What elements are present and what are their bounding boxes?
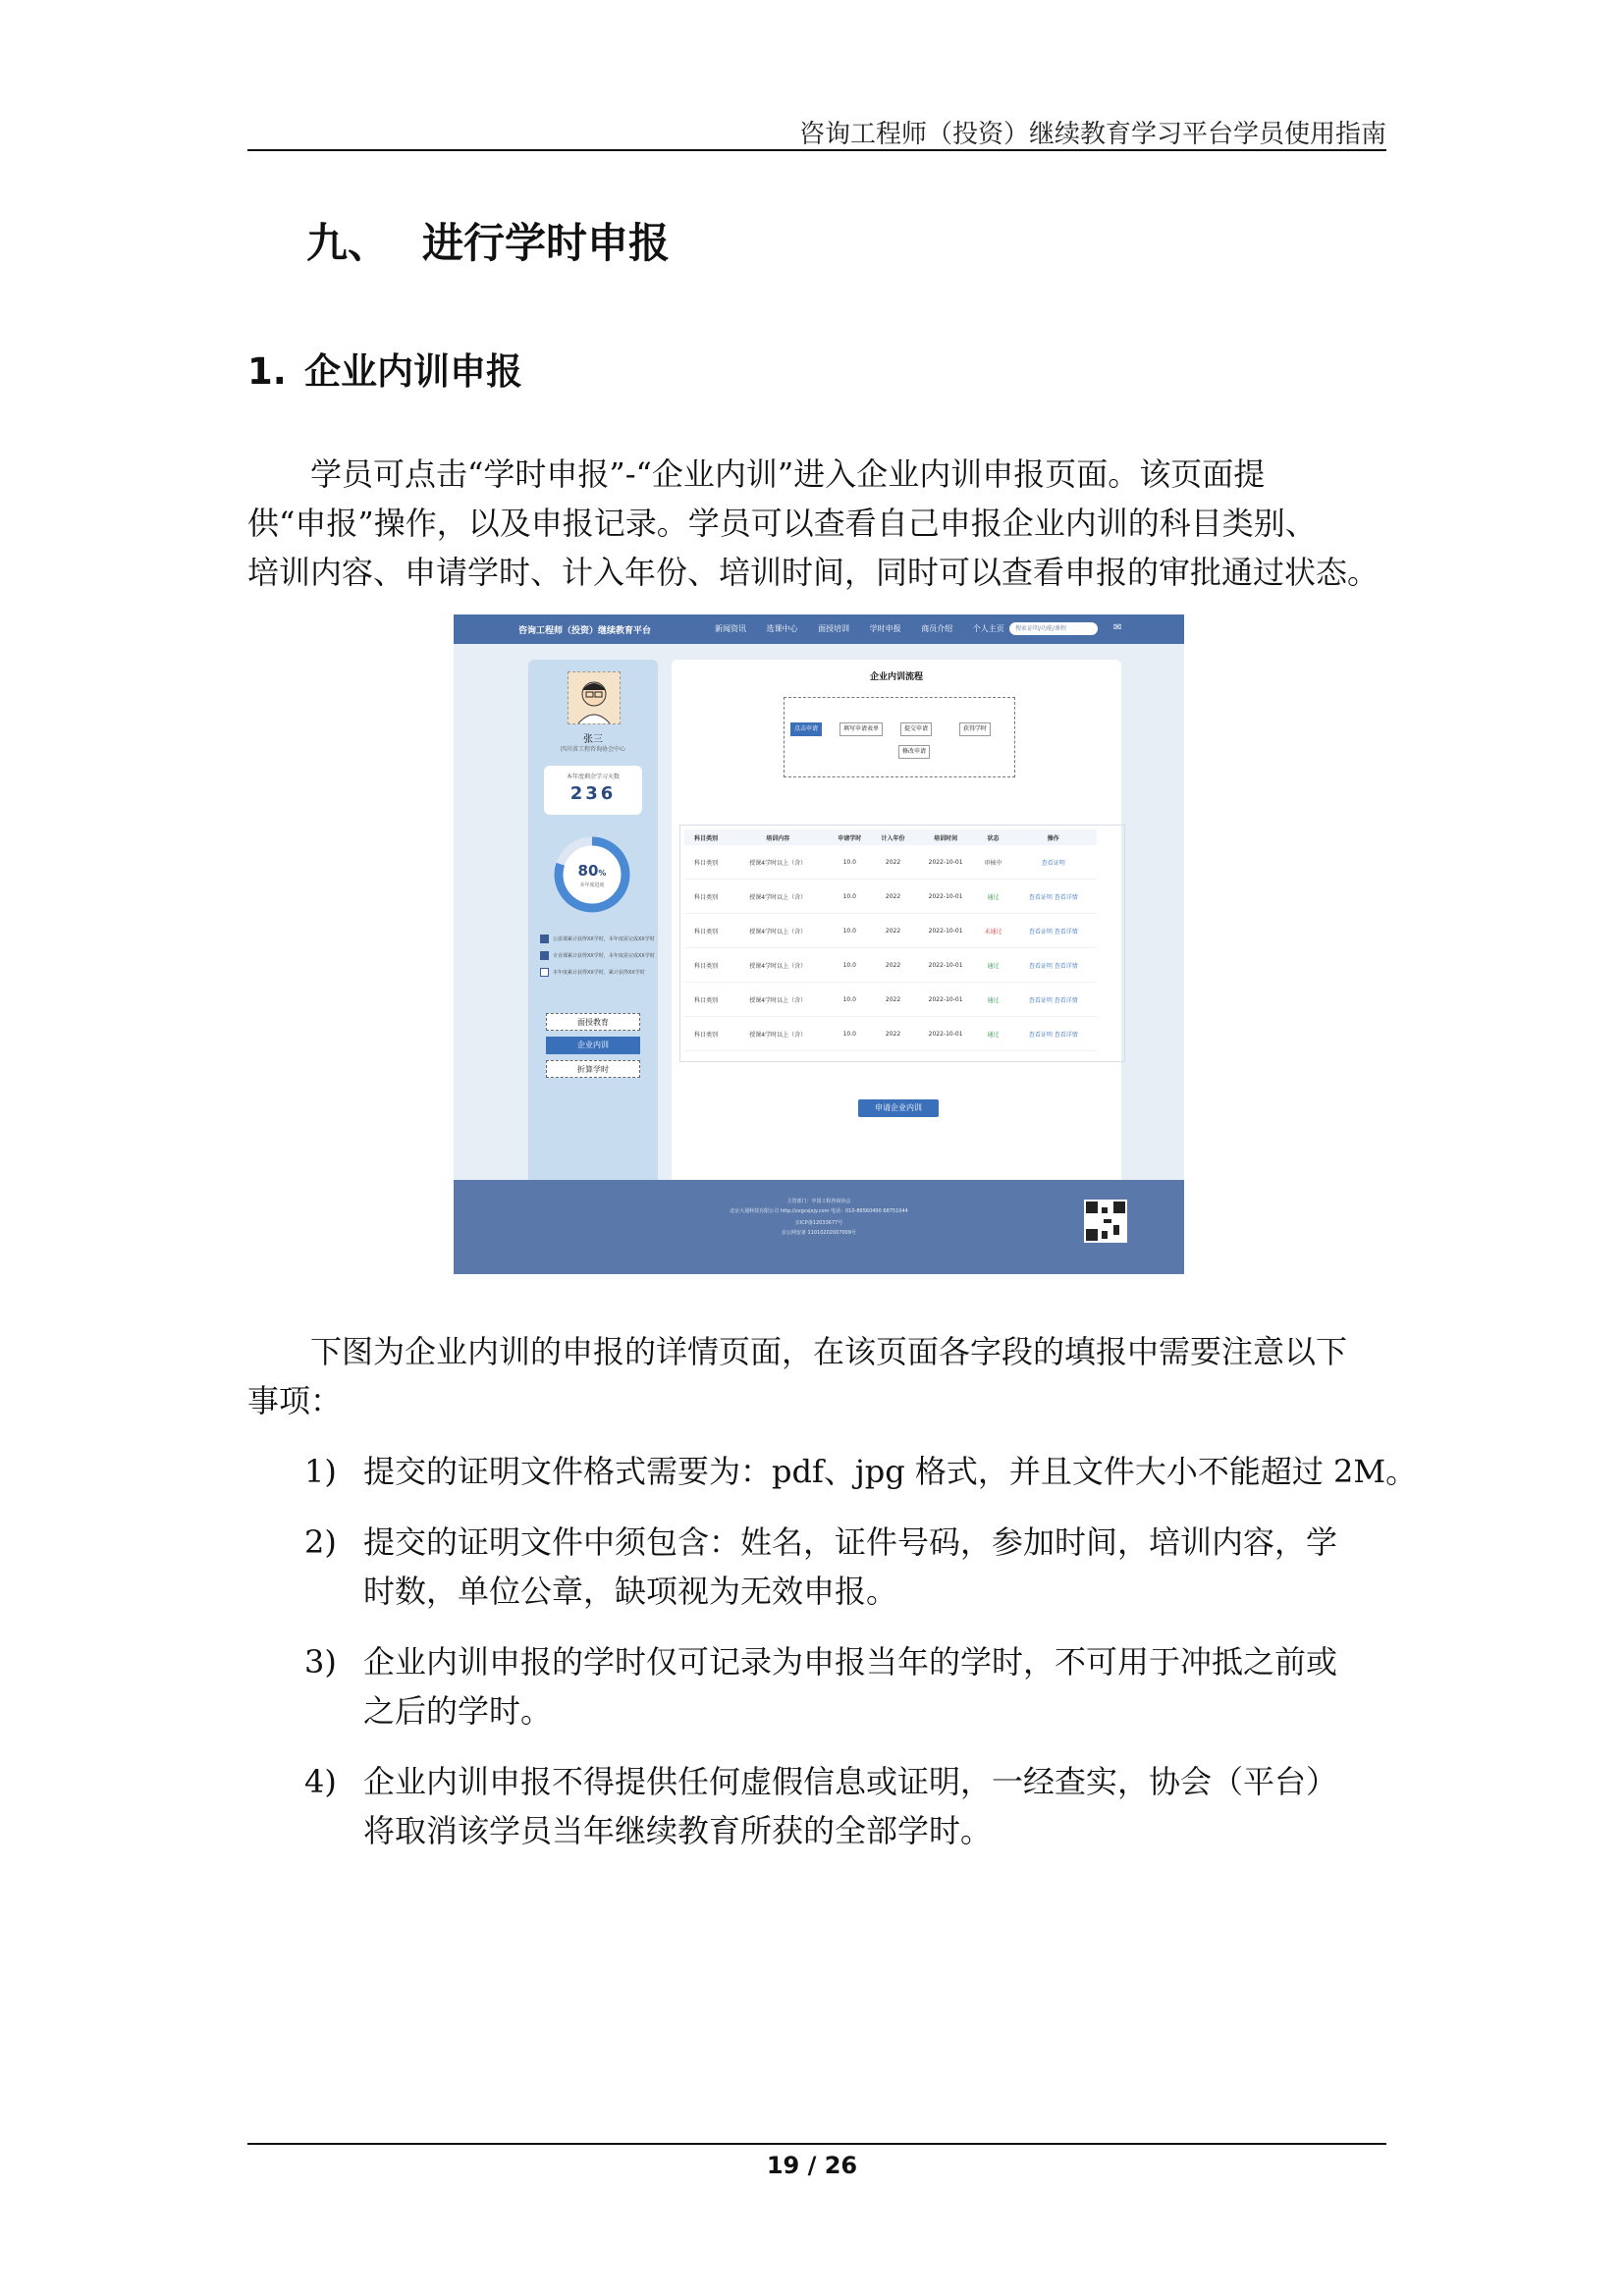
cell-content: 授课4学时以上（含）	[728, 1017, 828, 1051]
cell-year: 2022	[871, 1017, 914, 1051]
subsection-number: 1.	[247, 350, 287, 393]
cell-op[interactable]: 查看证明 查看详情	[1010, 948, 1097, 983]
cell-op[interactable]: 查看证明 查看详情	[1010, 880, 1097, 914]
cell-status: 通过	[976, 948, 1009, 983]
flow-diagram	[784, 697, 1015, 777]
flow-title: 企业内训流程	[869, 672, 923, 682]
records-table	[684, 829, 1097, 1051]
footer-line: 京公网安备 11010202007009号	[781, 1230, 857, 1236]
cell-year: 2022	[871, 914, 914, 948]
subsection-heading	[247, 342, 522, 395]
nav-item[interactable]: 个人主页	[972, 624, 1004, 633]
section-title: 进行学时申报	[422, 219, 671, 267]
cell-content: 授课4学时以上（含）	[728, 880, 828, 914]
table-row	[684, 983, 1097, 1017]
note-index: 2)	[304, 1523, 337, 1561]
footer-line: 京ICP备12033677号	[794, 1220, 843, 1226]
cell-content: 授课4学时以上（含）	[728, 983, 828, 1017]
progress-value: 80	[577, 862, 599, 880]
note-index: 4)	[304, 1763, 337, 1800]
detail-intro-line: 下图为企业内训的申报的详情页面，在该页面各字段的填报中需要注意以下	[310, 1333, 1348, 1370]
cell-content: 授课4学时以上（含）	[728, 845, 828, 880]
progress-unit: %	[598, 869, 607, 878]
footer-rule	[247, 2143, 1386, 2145]
cell-category: 科目类别	[684, 880, 728, 914]
header-rule	[247, 149, 1386, 151]
nav-item[interactable]: 选课中心	[766, 624, 798, 633]
note-line: 企业内训申报的学时仅可记录为申报当年的学时，不可用于冲抵之前或	[363, 1643, 1338, 1681]
flow-step: 修改申请	[898, 745, 930, 759]
note-line: 之后的学时。	[363, 1692, 553, 1730]
cell-date: 2022-10-01	[915, 1017, 977, 1051]
cell-year: 2022	[871, 948, 914, 983]
note-line: 时数，单位公章，缺项视为无效申报。	[363, 1573, 898, 1610]
sidebar	[528, 660, 658, 1190]
detail-intro-paragraph	[247, 1327, 1386, 1425]
col-header: 计入年份	[871, 829, 914, 845]
hours-value: 236	[569, 783, 617, 804]
cell-hours: 10.0	[828, 1017, 871, 1051]
nav-item[interactable]: 新闻资讯	[715, 624, 746, 633]
cell-op[interactable]: 查看证明	[1010, 845, 1097, 880]
avatar	[568, 671, 621, 724]
cell-category: 科目类别	[684, 983, 728, 1017]
user-org: 四川省工程咨询协会中心	[560, 746, 625, 753]
col-header: 申请学时	[828, 829, 871, 845]
progress-percent	[550, 862, 634, 880]
top-nav	[454, 614, 1184, 644]
nav-item[interactable]: 商员介绍	[921, 624, 953, 633]
note-index: 1)	[304, 1453, 337, 1490]
table-row	[684, 845, 1097, 880]
flow-step: 提交申请	[900, 722, 932, 736]
cell-date: 2022-10-01	[915, 914, 977, 948]
flow-step: 点击申请	[790, 722, 822, 736]
table-row	[684, 948, 1097, 983]
records-table-wrapper	[679, 825, 1125, 1062]
note-line: 提交的证明文件中须包含：姓名，证件号码，参加时间，培训内容，学	[363, 1523, 1338, 1561]
col-header: 状态	[976, 829, 1009, 845]
embedded-screenshot	[454, 614, 1184, 1274]
cell-status: 通过	[976, 983, 1009, 1017]
intro-line: 供“申报”操作，以及申报记录。学员可以查看自己申报企业内训的科目类别、	[247, 505, 1317, 542]
table-header-row	[684, 829, 1097, 845]
cell-category: 科目类别	[684, 948, 728, 983]
subsection-title: 企业内训申报	[304, 350, 522, 393]
requirement-checklist	[540, 934, 655, 985]
table-row	[684, 1017, 1097, 1051]
col-header: 科目类别	[684, 829, 728, 845]
hours-label: 本年度剩余学习天数	[566, 774, 620, 780]
cell-content: 授课4学时以上（含）	[728, 914, 828, 948]
section-heading	[306, 211, 670, 270]
flow-step: 获得学时	[959, 722, 991, 736]
cell-hours: 10.0	[828, 983, 871, 1017]
intro-line: 学员可点击“学时申报”-“企业内训”进入企业内训申报页面。该页面提	[310, 455, 1266, 493]
converted-hours-button[interactable]: 折算学时	[546, 1060, 640, 1078]
nav-item[interactable]: 面授培训	[818, 624, 850, 633]
cell-content: 授课4学时以上（含）	[728, 948, 828, 983]
detail-intro-line: 事项：	[247, 1382, 343, 1419]
note-line: 将取消该学员当年继续教育所获的全部学时。	[363, 1812, 993, 1849]
note-line: 企业内训申报不得提供任何虚假信息或证明，一经查实，协会（平台）	[363, 1763, 1338, 1800]
cell-op[interactable]: 查看证明 查看详情	[1010, 914, 1097, 948]
site-footer	[454, 1180, 1184, 1274]
table-row	[684, 880, 1097, 914]
intro-paragraph	[247, 450, 1386, 597]
cell-year: 2022	[871, 880, 914, 914]
note-index: 3)	[304, 1643, 337, 1681]
cell-category: 科目类别	[684, 845, 728, 880]
intro-line: 培训内容、申请学时、计入年份、培训时间，同时可以查看申报的审批通过状态。	[247, 554, 1380, 591]
cell-year: 2022	[871, 983, 914, 1017]
section-number: 九、	[306, 219, 390, 267]
cell-date: 2022-10-01	[915, 948, 977, 983]
footer-line: 主管部门：中国工程咨询协会	[786, 1199, 851, 1204]
checkbox[interactable]	[540, 934, 549, 943]
cell-status: 审核中	[976, 845, 1009, 880]
search-input[interactable]: 搜索证明/功能/课程	[1009, 622, 1098, 635]
footer-line: 北京大通科技有限公司 http://zxgcsjxjy.com 电话：010-86560490 68751044	[730, 1208, 908, 1214]
cell-hours: 10.0	[828, 914, 871, 948]
cell-category: 科目类别	[684, 914, 728, 948]
apply-internal-training-button[interactable]: 申请企业内训	[858, 1099, 939, 1117]
notification-icon[interactable]: ✉	[1113, 622, 1122, 633]
cell-op[interactable]: 查看证明 查看详情	[1010, 983, 1097, 1017]
col-header: 培训内容	[728, 829, 828, 845]
check-label: 专业课累计获得XX学时，本年度需完成XX学时	[553, 953, 655, 959]
checkbox[interactable]	[540, 951, 549, 960]
check-label: 公需课累计获得XX学时，本年度需完成XX学时	[553, 936, 655, 942]
cell-hours: 10.0	[828, 948, 871, 983]
cell-date: 2022-10-01	[915, 845, 977, 880]
cell-date: 2022-10-01	[915, 880, 977, 914]
cell-status: 通过	[976, 1017, 1009, 1051]
col-header: 操作	[1010, 829, 1097, 845]
col-header: 培训时间	[915, 829, 977, 845]
check-label: 本年度累计获得XX学时，累计获得XX学时	[553, 970, 645, 976]
user-name: 张三	[583, 734, 603, 745]
table-row	[684, 914, 1097, 948]
brand-title: 咨询工程师（投资）继续教育平台	[518, 626, 652, 636]
face-education-button[interactable]: 面授教育	[546, 1013, 640, 1031]
cell-year: 2022	[871, 845, 914, 880]
running-header: 咨询工程师（投资）继续教育学习平台学员使用指南	[798, 120, 1386, 149]
cell-status: 通过	[976, 880, 1009, 914]
qr-code	[1084, 1200, 1127, 1243]
cell-category: 科目类别	[684, 1017, 728, 1051]
cell-hours: 10.0	[828, 845, 871, 880]
internal-training-button[interactable]: 企业内训	[546, 1037, 640, 1054]
main-panel	[672, 660, 1121, 1190]
flow-step: 填写申请表单	[839, 722, 883, 736]
cell-status: 未通过	[976, 914, 1009, 948]
cell-date: 2022-10-01	[915, 983, 977, 1017]
checkbox[interactable]	[540, 968, 549, 977]
hours-card	[544, 766, 642, 815]
nav-item[interactable]: 学时申报	[869, 624, 901, 633]
progress-label: 本年度进度	[579, 882, 605, 888]
cell-hours: 10.0	[828, 880, 871, 914]
note-line: 提交的证明文件格式需要为：pdf、jpg 格式，并且文件大小不能超过 2M。	[363, 1453, 1418, 1490]
page-number: 19 / 26	[766, 2152, 858, 2179]
cell-op[interactable]: 查看证明 查看详情	[1010, 1017, 1097, 1051]
